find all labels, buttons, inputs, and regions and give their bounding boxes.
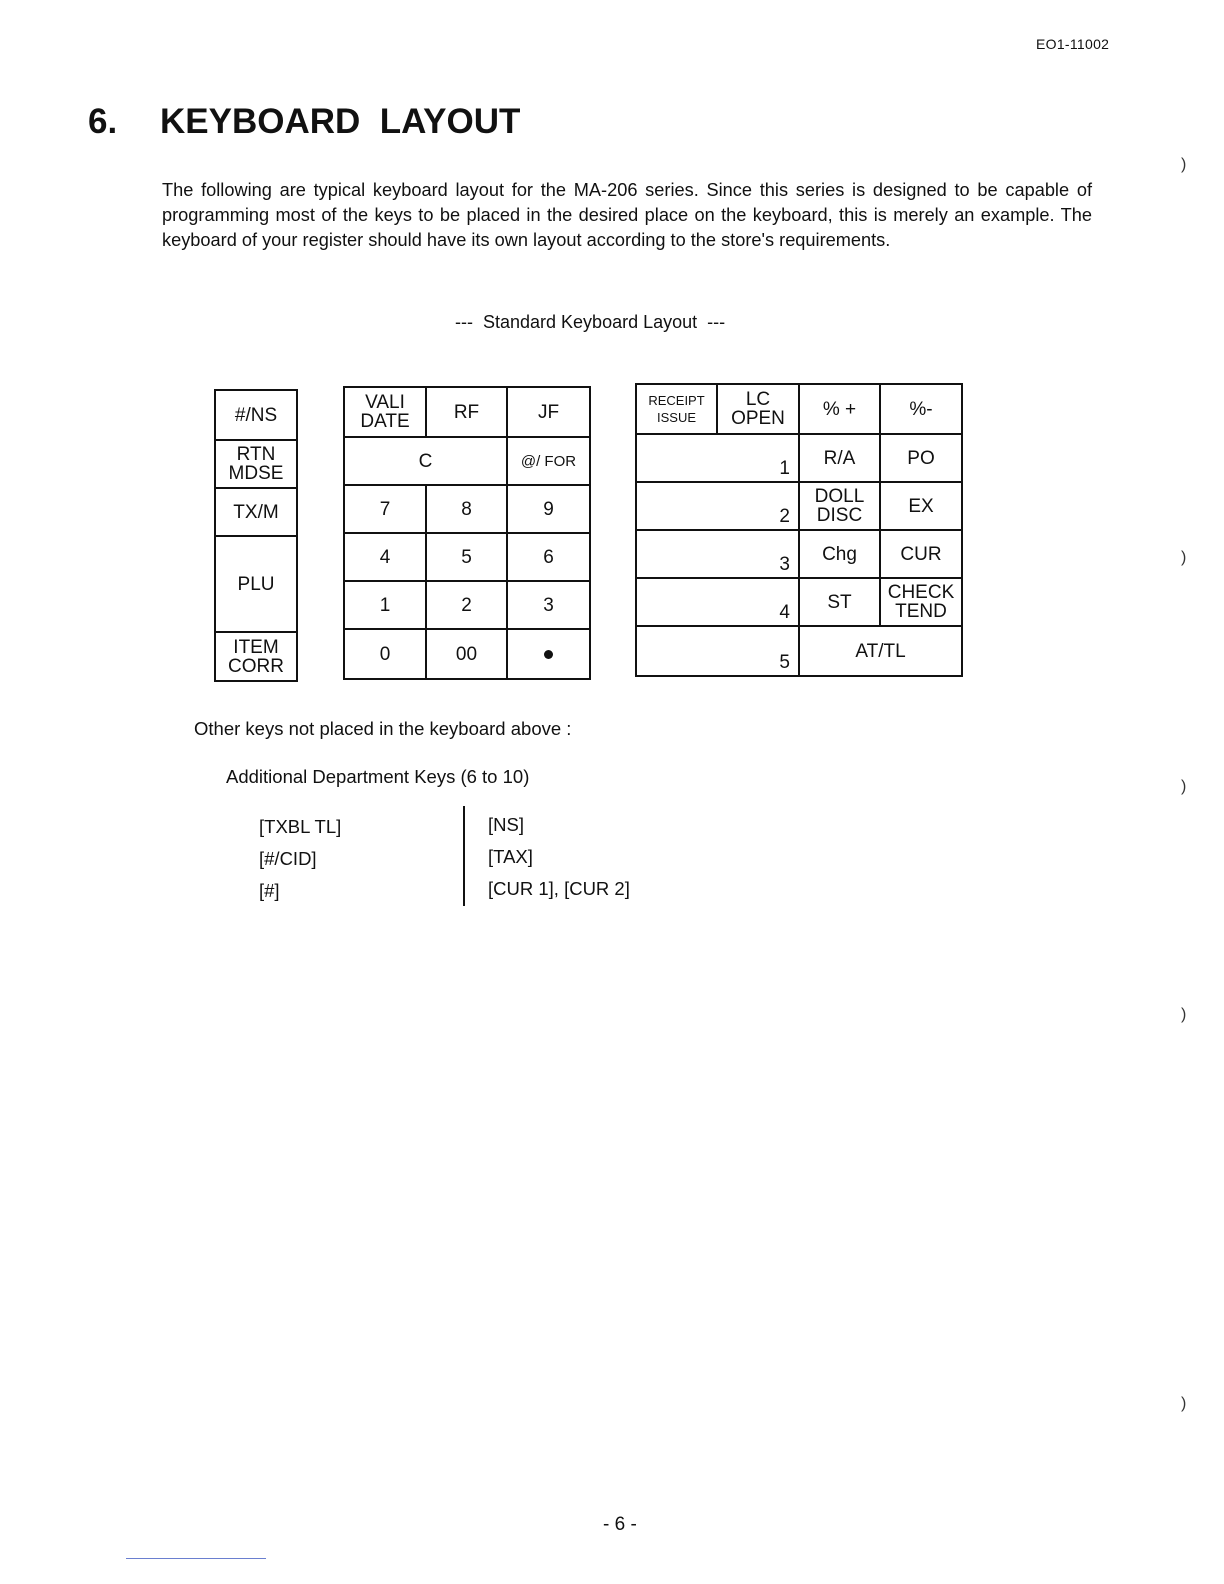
key-doll-disc: DOLL DISC <box>800 483 881 531</box>
key-check-tend: CHECK TEND <box>881 579 961 627</box>
key-po: PO <box>881 435 961 483</box>
document-number: EO1-11002 <box>1036 36 1110 52</box>
page-number: - 6 - <box>603 1514 637 1535</box>
margin-mark: ) <box>1181 156 1187 173</box>
left-key-column <box>214 389 298 682</box>
key-1: 1 <box>345 582 427 630</box>
key-chg: Chg <box>800 531 881 579</box>
key-list-divider <box>463 806 465 906</box>
section-title: KEYBOARD LAYOUT <box>160 102 521 141</box>
margin-mark: ) <box>1181 778 1187 795</box>
key-8: 8 <box>427 486 508 534</box>
section-number: 6. <box>88 102 118 141</box>
key-lc-open: LC OPEN <box>718 385 800 435</box>
key-plu: PLU <box>216 537 296 633</box>
key-receipt-issue: RECEIPT ISSUE <box>637 385 718 435</box>
key-clear: C <box>345 438 508 486</box>
key-at-for: @/ FOR <box>508 438 589 486</box>
intro-paragraph: The following are typical keyboard layout for the MA-206 series. Since this series is designed to be capable of programming most of the keys to be placed in the desired place on the keyboard, this is merely an example. The keyboard of your register should have its own layout according to the store's requirements. <box>162 180 1092 250</box>
key-ns: #/NS <box>216 391 296 441</box>
key-cur: CUR <box>881 531 961 579</box>
key-validate: VALI DATE <box>345 388 427 438</box>
key-0: 0 <box>345 630 427 678</box>
other-key-cur: [CUR 1], [CUR 2] <box>488 878 630 899</box>
decimal-point-icon <box>544 650 553 659</box>
key-percent-minus: %- <box>881 385 961 435</box>
key-r-a: R/A <box>800 435 881 483</box>
other-key-hash: [#] <box>259 880 280 901</box>
key-percent-plus: % + <box>800 385 881 435</box>
key-3: 3 <box>508 582 589 630</box>
key-jf: JF <box>508 388 589 438</box>
key-department-2: 2 <box>637 483 800 531</box>
additional-department-keys: Additional Department Keys (6 to 10) <box>226 766 530 787</box>
key-5: 5 <box>427 534 508 582</box>
key-7: 7 <box>345 486 427 534</box>
other-key-cid: [#/CID] <box>259 848 317 869</box>
key-tx-m: TX/M <box>216 489 296 537</box>
key-rf: RF <box>427 388 508 438</box>
key-st: ST <box>800 579 881 627</box>
margin-mark: ) <box>1181 1006 1187 1023</box>
footer-rule <box>126 1558 266 1559</box>
other-keys-title: Other keys not placed in the keyboard above : <box>194 718 572 739</box>
key-at-tl: AT/TL <box>855 640 906 662</box>
key-6: 6 <box>508 534 589 582</box>
key-department-5: 5 <box>637 627 800 675</box>
key-item-corr: ITEM CORR <box>228 636 284 677</box>
margin-mark: ) <box>1181 549 1187 566</box>
key-4: 4 <box>345 534 427 582</box>
key-ex: EX <box>881 483 961 531</box>
other-key-txbl-tl: [TXBL TL] <box>259 816 342 837</box>
key-2: 2 <box>427 582 508 630</box>
key-department-3: 3 <box>637 531 800 579</box>
other-key-tax: [TAX] <box>488 846 533 867</box>
key-9: 9 <box>508 486 589 534</box>
numeric-key-block <box>343 386 591 680</box>
section-heading <box>88 102 520 142</box>
key-department-1: 1 <box>637 435 800 483</box>
key-department-4: 4 <box>637 579 800 627</box>
margin-mark: ) <box>1181 1395 1187 1412</box>
keyboard-caption: --- Standard Keyboard Layout --- <box>455 312 726 332</box>
other-key-ns: [NS] <box>488 814 524 835</box>
key-00: 00 <box>427 630 508 678</box>
key-rtn-mdse: RTN MDSE <box>216 441 296 489</box>
key-decimal-point <box>508 630 589 678</box>
function-key-block <box>635 383 963 677</box>
